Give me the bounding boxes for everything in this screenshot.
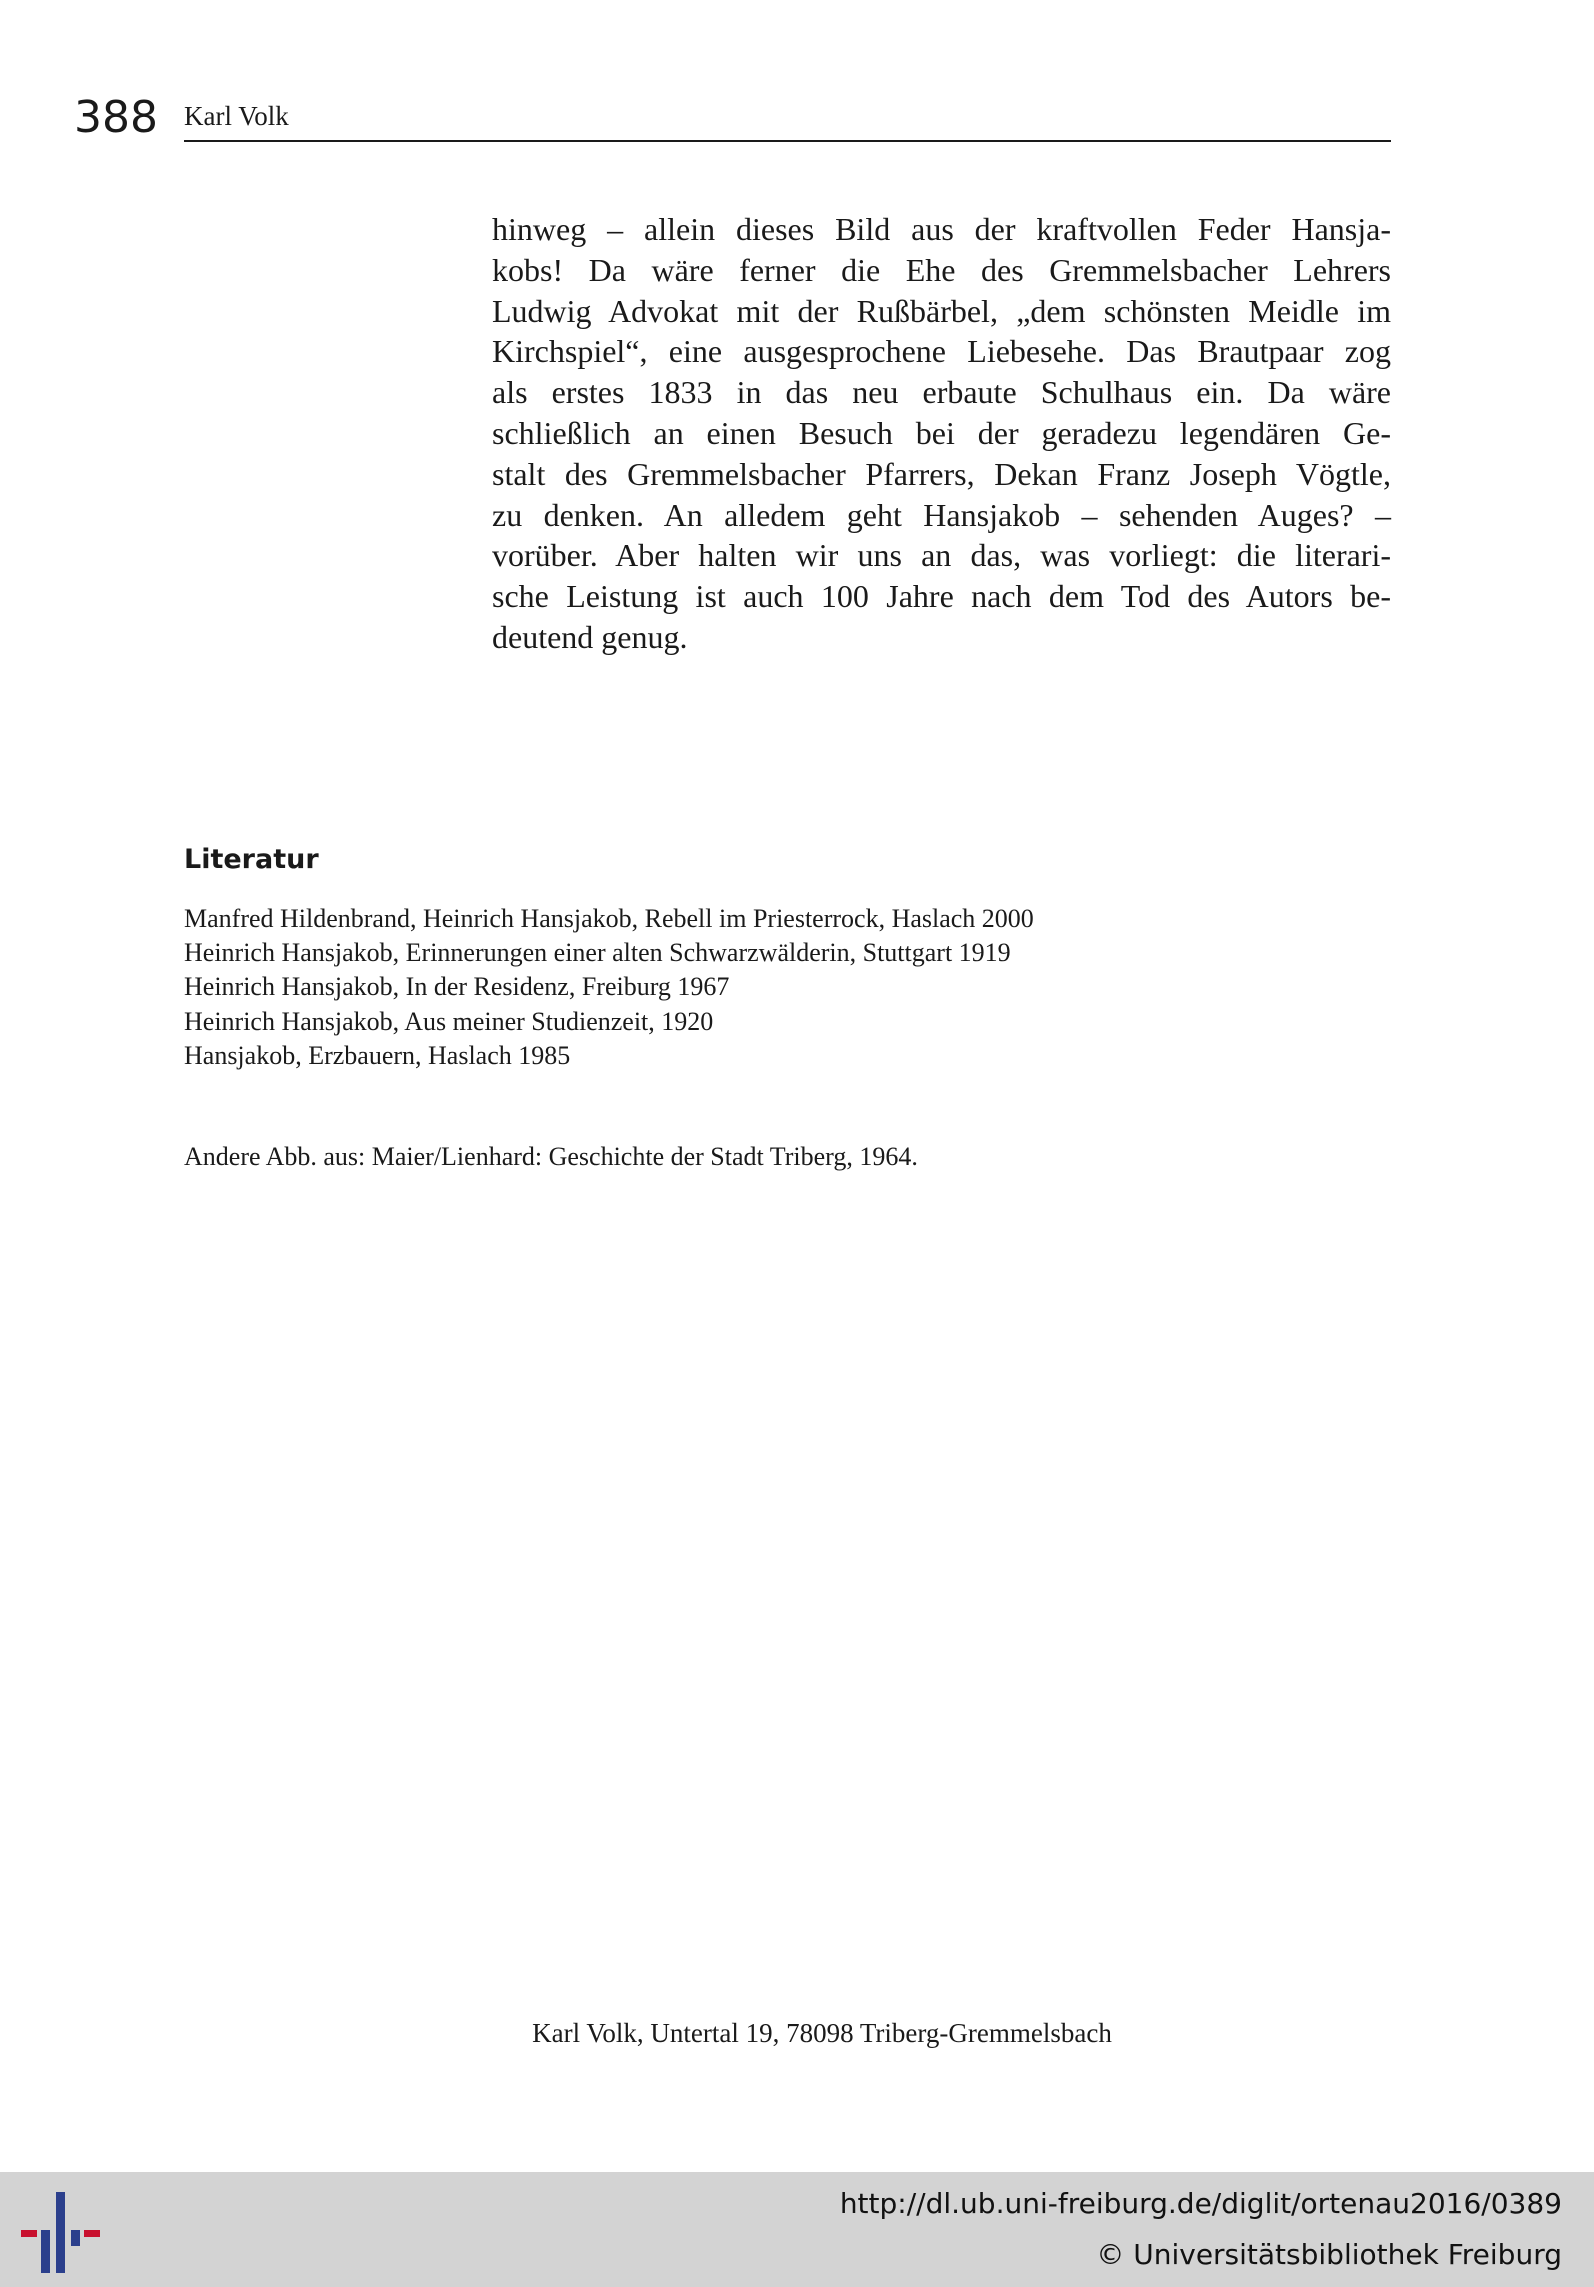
running-header-author: Karl Volk — [184, 101, 289, 131]
body-line: vorüber. Aber halten wir uns an das, was vorliegt: die literari- — [492, 537, 1391, 574]
logo-right-bar — [84, 2230, 100, 2237]
literature-item: Heinrich Hansjakob, Erinnerungen einer alten Schwarzwälderin, Stuttgart 1919 — [184, 938, 1011, 968]
literature-heading: Literatur — [184, 844, 319, 875]
logo-stem-right — [71, 2230, 80, 2246]
body-line: hinweg – allein dieses Bild aus der kraftvollen Feder Hansja- — [492, 211, 1391, 247]
ub-freiburg-logo-icon[interactable] — [18, 2186, 102, 2276]
author-address: Karl Volk, Untertal 19, 78098 Triberg-Gremmelsbach — [532, 2018, 1112, 2048]
literature-item: Manfred Hildenbrand, Heinrich Hansjakob, Rebell im Priesterrock, Haslach 2000 — [184, 904, 1034, 933]
header-rule — [184, 140, 1391, 142]
literature-item: Heinrich Hansjakob, Aus meiner Studienzeit, 1920 — [184, 1006, 714, 1036]
page-number: 388 — [74, 92, 158, 143]
literature-item: Heinrich Hansjakob, In der Residenz, Freiburg 1967 — [184, 972, 730, 1002]
body-line: zu denken. An alledem geht Hansjakob – sehenden Auges? – — [492, 496, 1391, 533]
body-line: schließlich an einen Besuch bei der geradezu legendären Ge- — [492, 414, 1391, 451]
logo-stem-center — [56, 2192, 65, 2273]
body-paragraph — [492, 209, 1391, 658]
body-line: stalt des Gremmelsbacher Pfarrers, Dekan Franz Joseph Vögtle, — [492, 455, 1391, 492]
literature-list — [184, 902, 1034, 1073]
logo-left-bar — [21, 2230, 37, 2237]
footer-copyright: © Universitätsbibliothek Freiburg — [1096, 2238, 1562, 2271]
image-credit: Andere Abb. aus: Maier/Lienhard: Geschichte der Stadt Triberg, 1964. — [184, 1142, 918, 1171]
body-line: Ludwig Advokat mit der Rußbärbel, „dem schönsten Meidle im — [492, 292, 1391, 329]
body-line: deutend genug. — [492, 618, 688, 655]
logo-stem-left — [41, 2230, 50, 2273]
body-line: als erstes 1833 in das neu erbaute Schulhaus ein. Da wäre — [492, 374, 1391, 411]
footer-url-link[interactable]: http://dl.ub.uni-freiburg.de/diglit/ortenau2016/0389 — [839, 2187, 1562, 2220]
body-line: sche Leistung ist auch 100 Jahre nach dem Tod des Autors be- — [492, 578, 1391, 615]
body-line: Kirchspiel“, eine ausgesprochene Liebesehe. Das Brautpaar zog — [492, 333, 1391, 370]
body-line: kobs! Da wäre ferner die Ehe des Gremmelsbacher Lehrers — [492, 251, 1391, 288]
literature-item: Hansjakob, Erzbauern, Haslach 1985 — [184, 1040, 571, 1070]
